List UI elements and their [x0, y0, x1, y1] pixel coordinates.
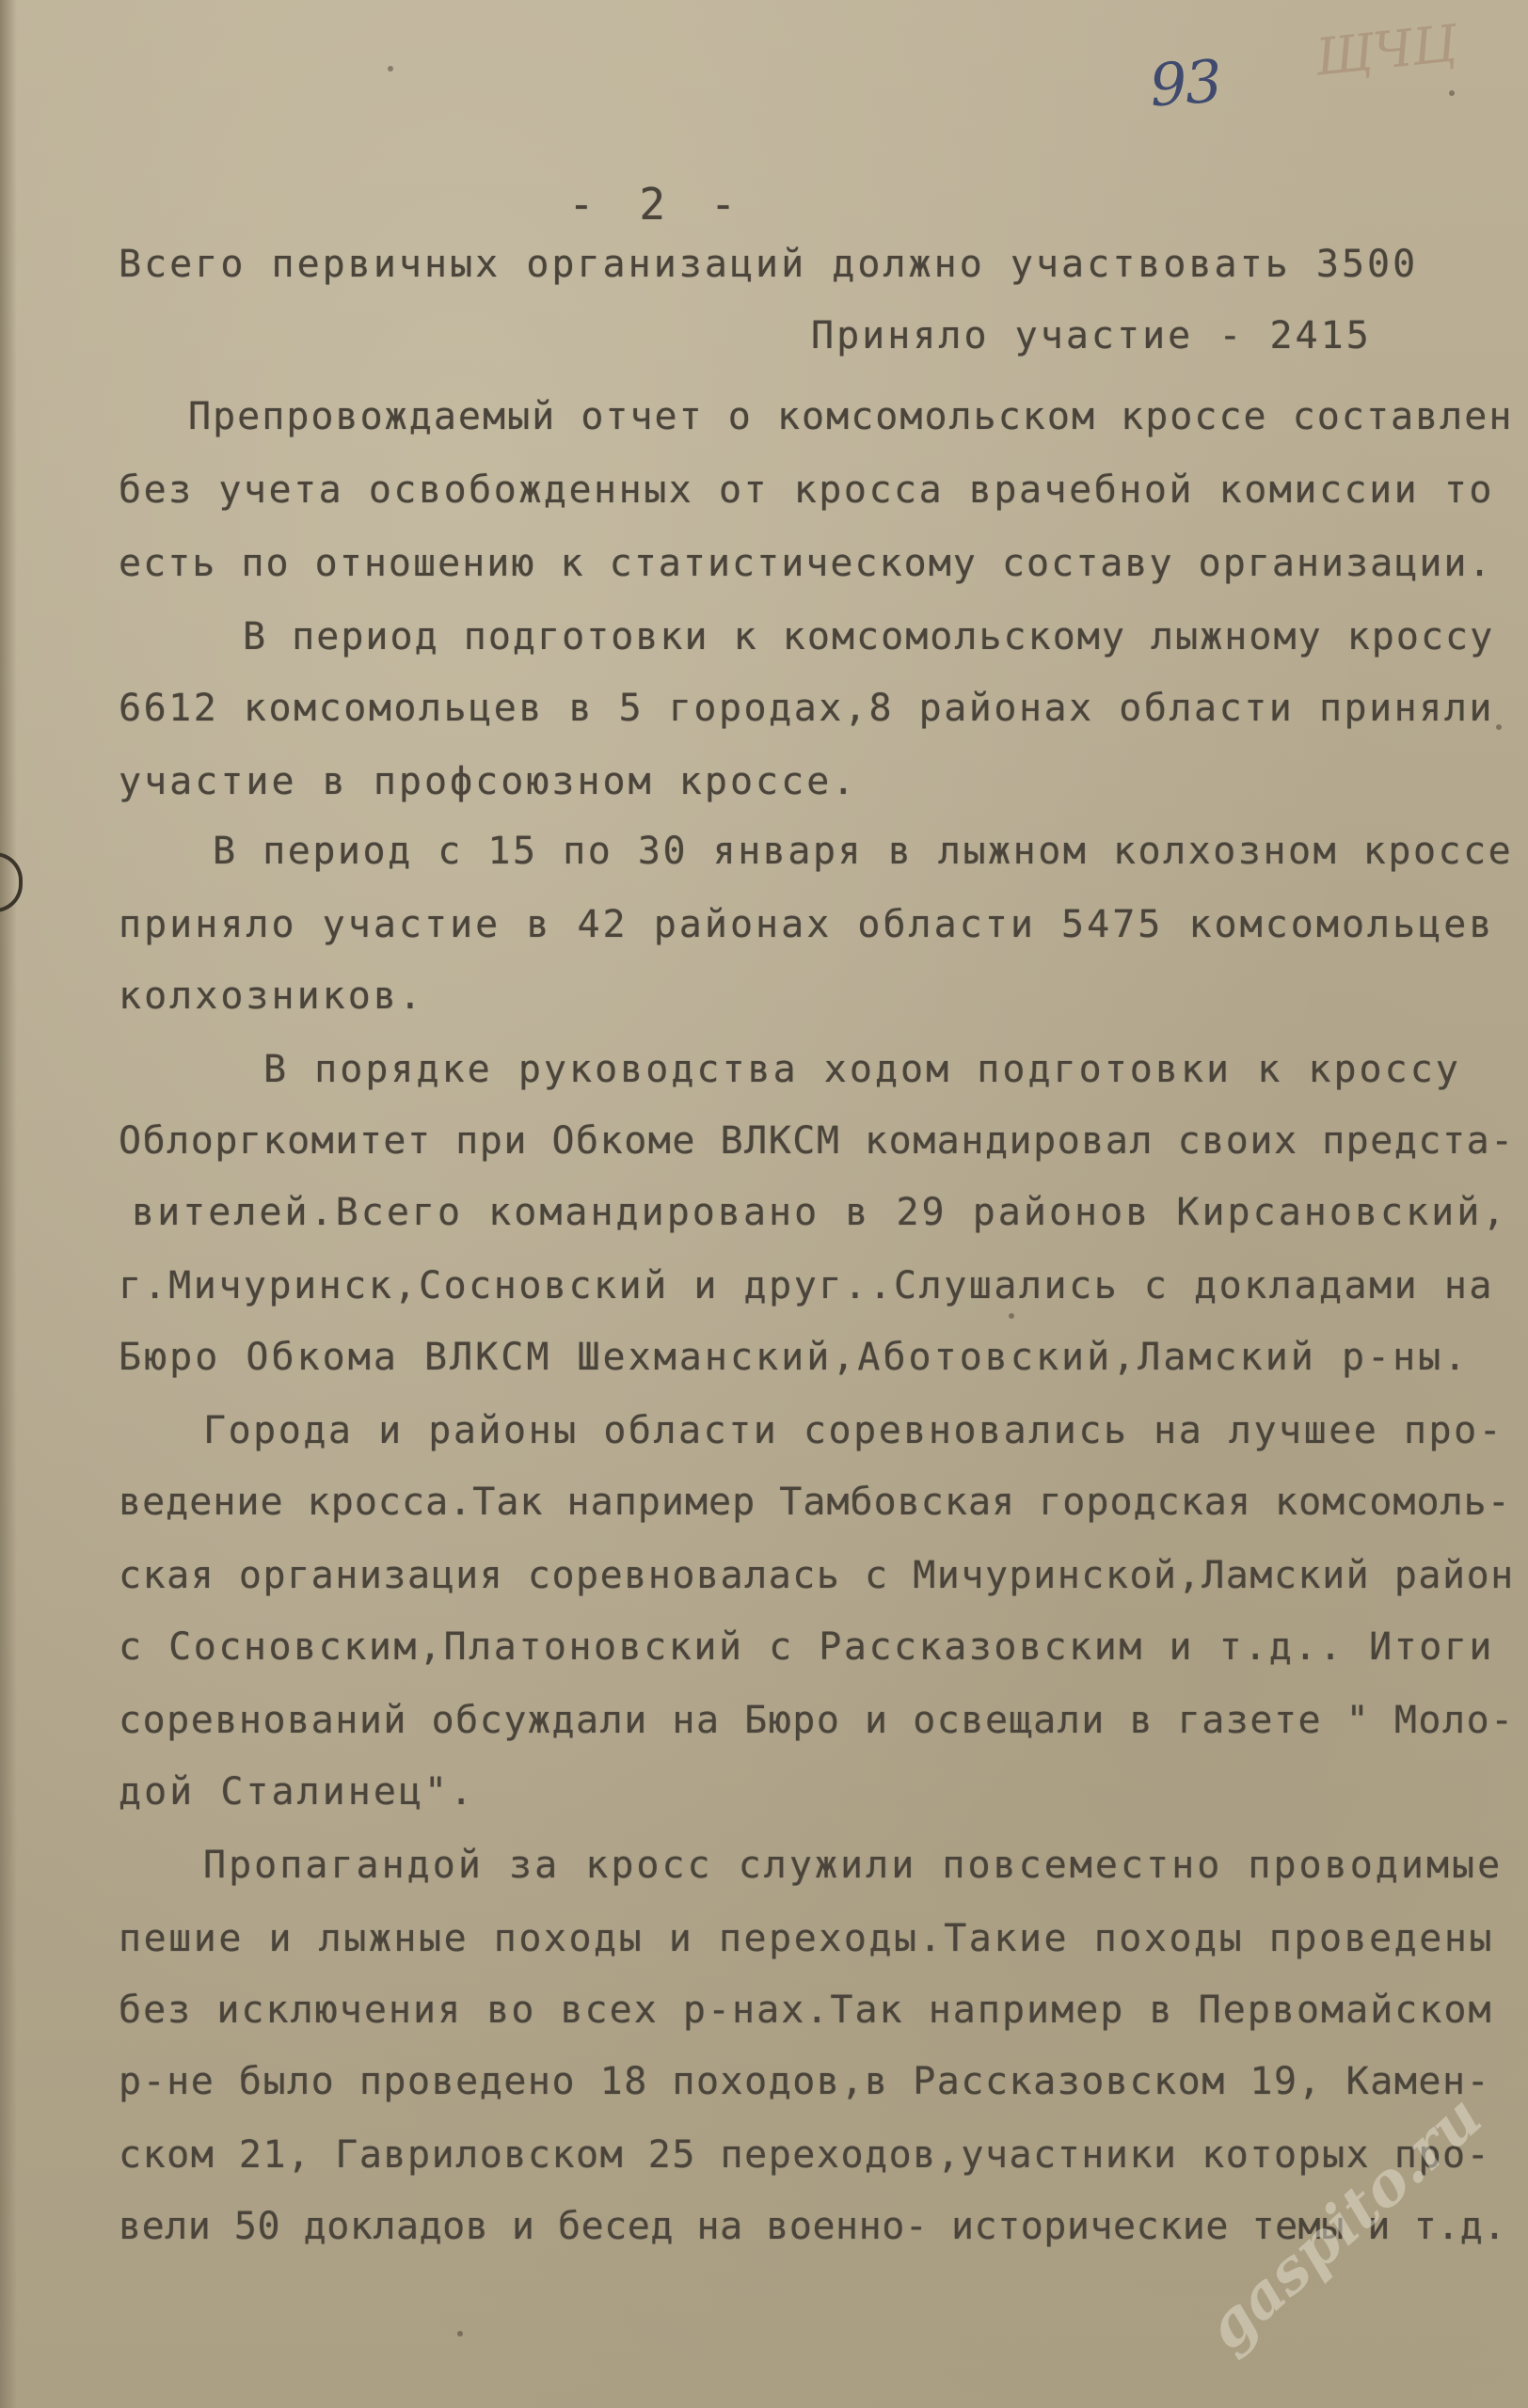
archive-sheet-number: 93	[1147, 46, 1223, 120]
text-line: 6612 комсомольцев в 5 городах,8 районах области приняли	[119, 687, 1495, 730]
text-line: колхозников.	[119, 974, 424, 1018]
text-line: без исключения во всех р-нах.Так например в Первомайском	[119, 1988, 1493, 2032]
binding-hole	[0, 852, 23, 912]
text-line: Города и районы области соревновались на лучшее про-	[203, 1409, 1504, 1452]
text-line: дой Сталинец".	[119, 1770, 476, 1814]
page-number: - 2 -	[568, 179, 746, 230]
text-line: В период подготовки к комсомольскому лыжному кроссу	[243, 615, 1495, 658]
text-line: Всего первичных организаций должно участвовать 3500	[119, 243, 1419, 286]
text-line: с Сосновским,Платоновский с Рассказовским и т.д.. Итоги	[119, 1625, 1495, 1669]
text-line: В период с 15 по 30 января в лыжном колхозном кроссе	[213, 830, 1514, 873]
text-line: В порядке руководства ходом подготовки к кроссу	[263, 1048, 1461, 1091]
paper-speck	[1009, 1313, 1014, 1319]
text-line: без учета освобожденных от кросса врачебной комиссии то	[119, 468, 1495, 512]
paper-speck	[1449, 90, 1455, 96]
text-line: приняло участие в 42 районах области 5475 комсомольцев	[119, 903, 1495, 946]
text-line: Препровождаемый отчет о комсомольском кроссе составлен	[188, 395, 1514, 438]
text-line: Облоргкомитет при Обкоме ВЛКСМ командировал своих предста-	[119, 1119, 1515, 1163]
paper-speck	[1496, 724, 1502, 730]
text-line: ском 21, Гавриловском 25 переходов,участники которых про-	[119, 2133, 1491, 2177]
text-line: ведение кросса.Так например Тамбовская городская комсомоль-	[119, 1481, 1511, 1524]
text-line: соревнований обсуждали на Бюро и освещали в газете " Моло-	[119, 1699, 1515, 1742]
text-line: Бюро Обкома ВЛКСМ Шехманский,Аботовский,Ламский р-ны.	[119, 1336, 1470, 1379]
text-line: вителей.Всего командировано в 29 районов Кирсановский,	[132, 1191, 1508, 1234]
text-line: Пропагандой за кросс служили повсеместно проводимые	[203, 1844, 1504, 1887]
text-line: вели 50 докладов и бесед на военно- исторические темы и т.д.	[119, 2205, 1506, 2248]
paper-speck	[457, 2331, 463, 2337]
paper-speck	[388, 66, 393, 71]
text-line: есть по отношению к статистическому составу организации.	[119, 542, 1493, 585]
text-line: Приняло участие - 2415	[811, 314, 1372, 357]
text-line: г.Мичуринск,Сосновский и друг..Слушались с докладами на	[119, 1264, 1495, 1307]
text-line: пешие и лыжные походы и переходы.Такие походы проведены	[119, 1917, 1495, 1960]
text-line: р-не было проведено 18 походов,в Рассказовском 19, Камен-	[119, 2060, 1491, 2103]
text-line: участие в профсоюзном кроссе.	[119, 760, 858, 803]
page-edge-shadow	[0, 0, 17, 2408]
text-line: ская организация соревновалась с Мичуринской,Ламский район	[119, 1554, 1515, 1597]
site-watermark: gaspito.ru	[1192, 2082, 1496, 2364]
faint-archive-mark: ЩЧЦ	[1313, 13, 1460, 87]
